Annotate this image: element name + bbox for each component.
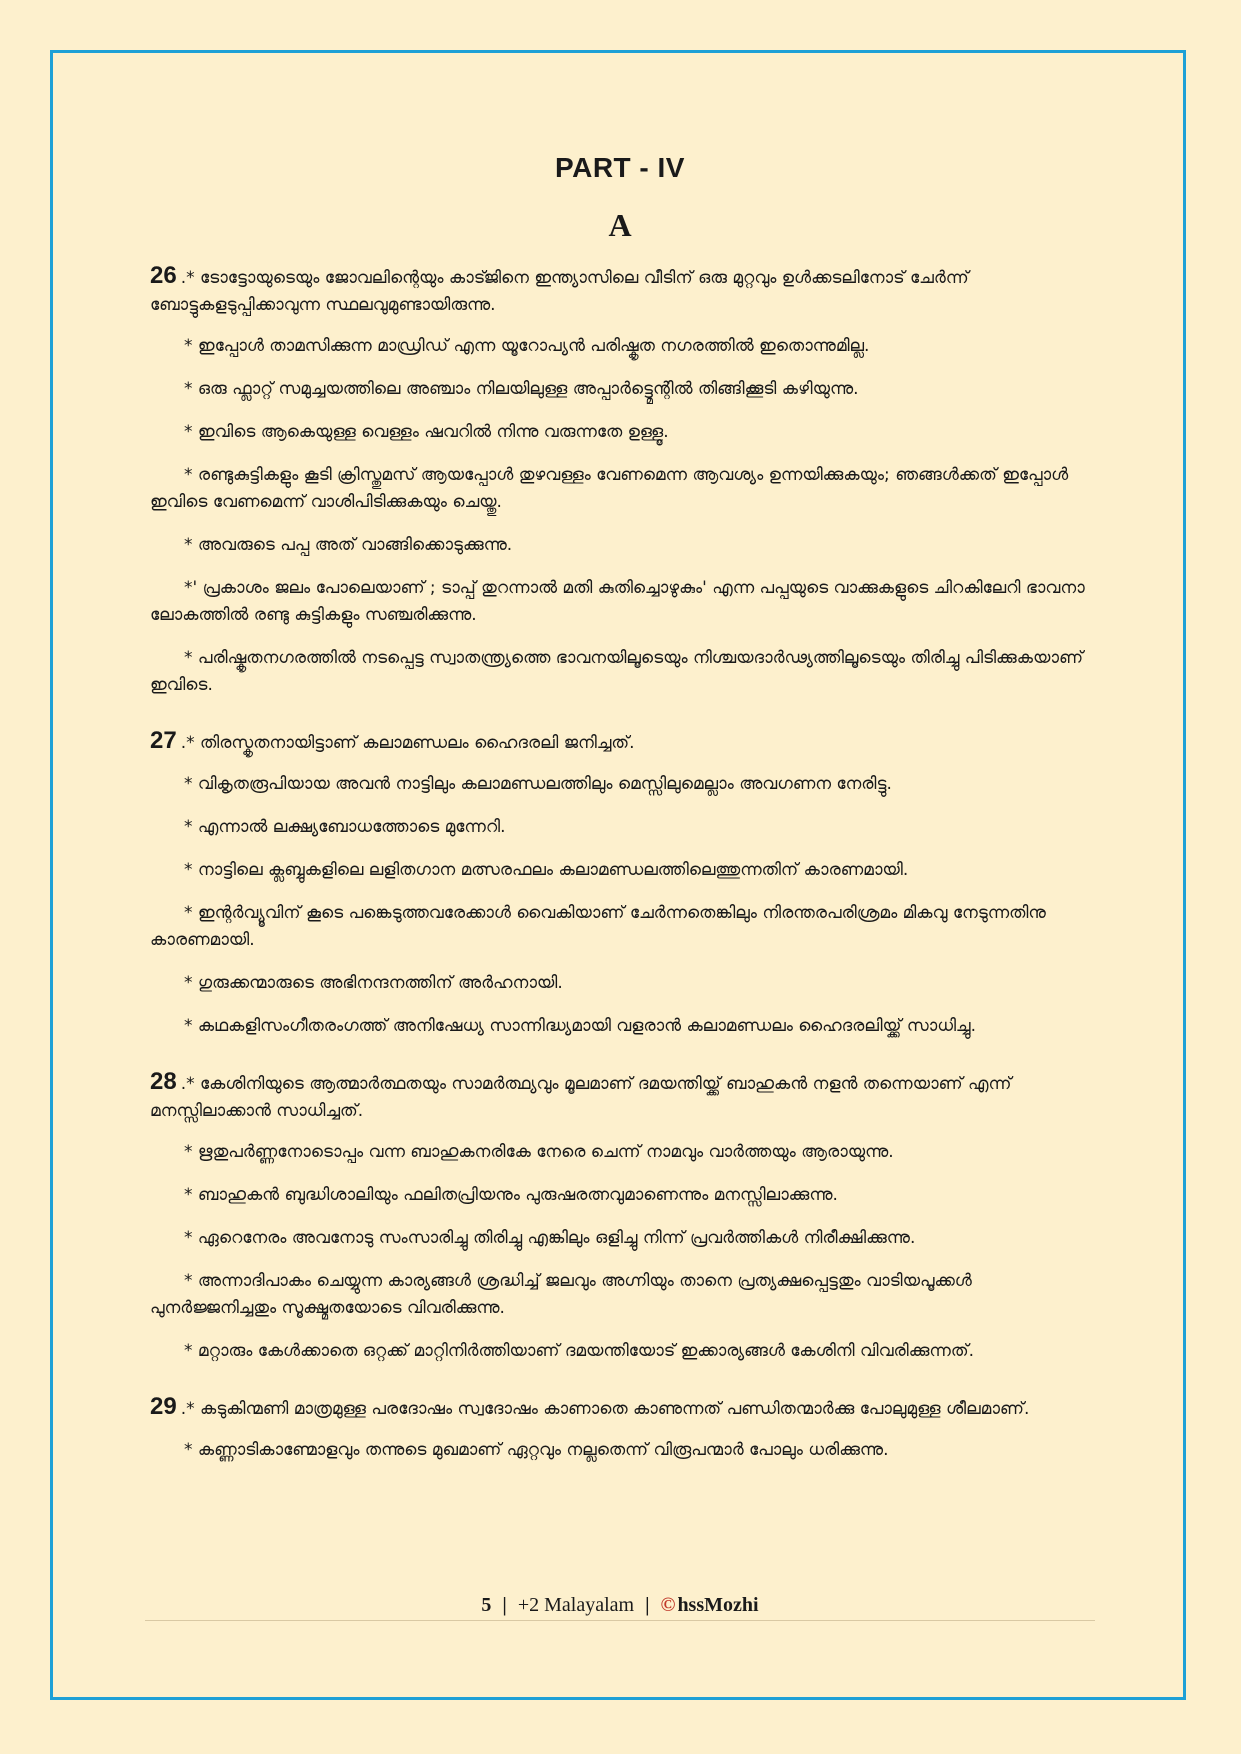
- question-lead: [150, 727, 1090, 757]
- answer-point: * മറ്റാരും കേൾക്കാതെ ഒറ്റക്ക് മാറ്റിനിർത്തിയാണ് ദമയന്തിയോട് ഇക്കാര്യങ്ങൾ കേശിനി വിവരിക്കുന്നത്.: [184, 1341, 974, 1361]
- answer-point: * വികൃതരൂപിയായ അവൻ നാട്ടിലും കലാമണ്ഡലത്തിലും മെസ്സിലുമെല്ലാം അവഗണന നേരിട്ടു.: [184, 774, 892, 794]
- question-lead-text: .* ടോട്ടോയുടെയും ജോവലിന്റെയും കാട്ജിനെ ഇന്ത്യാസിലെ വീടിന് ഒരു മുറ്റവും ഉൾക്കടലിനോട് ചേർന്ന് ബോട്ടുകളടുപ്പിക്കാവുന്ന സ്ഥലവുമുണ്ടായിരുന്നു.: [150, 268, 969, 315]
- page-footer: [145, 1590, 1095, 1621]
- question-lead-text: .* കേശിനിയുടെ ആത്മാർത്ഥതയും സാമർത്ഥ്യവും മൂലമാണ് ദമയന്തിയ്ക്ക് ബാഹുകൻ നളൻ തന്നെയാണ് എന്ന് മനസ്സിലാക്കാൻ സാധിച്ചത്.: [150, 1074, 1012, 1121]
- answer-point: * എന്നാൽ ലക്ഷ്യബോധത്തോടെ മുന്നേറി.: [184, 817, 506, 837]
- page-number: 5: [481, 1594, 492, 1616]
- answer-point: * ഗുരുക്കന്മാരുടെ അഭിനന്ദനത്തിന് അർഹനായി.: [184, 973, 563, 993]
- answer-point: * അന്നാദിപാകം ചെയ്യുന്ന കാര്യങ്ങൾ ശ്രദ്ധിച്ച് ജലവും അഗ്നിയും താനെ പ്രത്യക്ഷപ്പെട്ടതും വാടിയപൂക്കൾ പുനർജ്ജനിച്ചതും സൂക്ഷ്മതയോടെ വിവരിക്കുന്നു.: [150, 1271, 972, 1318]
- answer-point: * ബാഹുകൻ ബുദ്ധിശാലിയും ഫലിതപ്രിയനും പുരുഷരത്നവുമാണെന്നും മനസ്സിലാക്കുന്നു.: [184, 1185, 838, 1205]
- footer-subject: +2 Malayalam: [517, 1594, 635, 1616]
- question-28: [150, 1068, 1090, 1385]
- footer-separator: |: [645, 1594, 650, 1616]
- question-number: 26: [150, 262, 177, 289]
- answer-point: * പരിഷ്കൃതനഗരത്തിൽ നടപ്പെട്ട സ്വാതന്ത്ര്യത്തെ ഭാവനയിലൂടെയും നിശ്ചയദാർഢ്യത്തിലൂടെയും തിരിച്ചു പിടിക്കുകയാണ് ഇവിടെ.: [150, 648, 1084, 695]
- question-number: 28: [150, 1068, 177, 1095]
- answer-point: * ഇപ്പോൾ താമസിക്കുന്ന മാഡ്രിഡ് എന്ന യൂറോപ്യൻ പരിഷ്കൃത നഗരത്തിൽ ഇതൊന്നുമില്ല.: [184, 336, 870, 356]
- answer-point: * അവരുടെ പപ്പ അത് വാങ്ങിക്കൊടുക്കുന്നു.: [184, 535, 513, 555]
- question-lead-text: .* കടുകിന്മണി മാത്രമുള്ള പരദോഷം സ്വദോഷം കാണാതെ കാണുന്നത് പണ്ഡിതന്മാർക്കു പോലുമുള്ള ശീലമാണ്.: [180, 1399, 1030, 1419]
- answer-point: * ഒരു ഫ്ലാറ്റ് സമുച്ചയത്തിലെ അഞ്ചാം നിലയിലുള്ള അപ്പാർട്ട്മെന്റിൽ തിങ്ങിക്കൂടി കഴിയുന്നു.: [184, 379, 859, 399]
- answer-point: * ഇന്റർവ്യൂവിന് കൂടെ പങ്കെടുത്തവരേക്കാൾ വൈകിയാണ് ചേർന്നതെങ്കിലും നിരന്തരപരിശ്രമം മികവു നേടുന്നതിനു കാരണമായി.: [150, 903, 1046, 950]
- answer-point: * കഥകളിസംഗീതരംഗത്ത് അനിഷേധ്യ സാന്നിദ്ധ്യമായി വളരാൻ കലാമണ്ഡലം ഹൈദരലിയ്ക്ക് സാധിച്ചു.: [184, 1016, 976, 1036]
- question-lead-text: .* തിരസ്കൃതനായിട്ടാണ് കലാമണ്ഡലം ഹൈദരലി ജനിച്ചത്.: [180, 733, 635, 753]
- footer-brand: hssMozhi: [677, 1594, 759, 1616]
- answer-point: * കണ്ണാടികാണ്മോളവും തന്നുടെ മുഖമാണ് ഏറ്റവും നല്ലതെന്ന് വിരൂപന്മാർ പോലും ധരിക്കുന്നു.: [184, 1440, 889, 1460]
- footer-separator: |: [502, 1594, 507, 1616]
- part-title: PART - IV: [555, 152, 685, 183]
- answer-point: *' പ്രകാശം ജലം പോലെയാണ് ; ടാപ്പ് തുറന്നാൽ മതി കുതിച്ചൊഴുകും' എന്ന പപ്പയുടെ വാക്കുകളുടെ ചിറകിലേറി ഭാവനാ ലോകത്തിൽ രണ്ടു കുട്ടികളും സഞ്ചരിക്കുന്നു.: [150, 578, 1085, 625]
- question-lead: [150, 1393, 1090, 1423]
- copyright-icon: ©: [660, 1594, 676, 1616]
- question-27: [150, 727, 1090, 1060]
- question-number: 27: [150, 727, 177, 754]
- question-lead: [150, 262, 1090, 319]
- question-29: [150, 1393, 1090, 1484]
- question-number: 29: [150, 1393, 177, 1420]
- answer-point: * രണ്ടുകുട്ടികളും കൂടി ക്രിസ്തുമസ് ആയപ്പോൾ തുഴവള്ളം വേണമെന്ന ആവശ്യം ഉന്നയിക്കുകയും; ഞങ്ങൾക്കത് ഇപ്പോൾ ഇവിടെ വേണമെന്ന് വാശിപിടിക്കുകയും ചെയ്തു.: [150, 465, 1069, 512]
- page-content: [150, 150, 1090, 1492]
- question-list: [150, 262, 1090, 1484]
- answer-point: * നാട്ടിലെ ക്ലബ്ബുകളിലെ ലളിതഗാന മത്സരഫലം കലാമണ്ഡലത്തിലെത്തുന്നതിന് കാരണമായി.: [184, 860, 909, 880]
- section-letter: A: [608, 207, 632, 243]
- question-lead: [150, 1068, 1090, 1125]
- answer-point: * ഋതുപർണ്ണനോടൊപ്പം വന്ന ബാഹുകനരികേ നേരെ ചെന്ന് നാമവും വാർത്തയും ആരായുന്നു.: [184, 1142, 894, 1162]
- answer-point: * ഏറെനേരം അവനോടു സംസാരിച്ചു തിരിച്ചു എങ്കിലും ഒളിച്ചു നിന്ന് പ്രവർത്തികൾ നിരീക്ഷിക്കുന്നു.: [184, 1228, 916, 1248]
- answer-point: * ഇവിടെ ആകെയുള്ള വെള്ളം ഷവറിൽ നിന്നു വരുന്നതേ ഉള്ളൂ.: [184, 422, 669, 442]
- question-26: [150, 262, 1090, 719]
